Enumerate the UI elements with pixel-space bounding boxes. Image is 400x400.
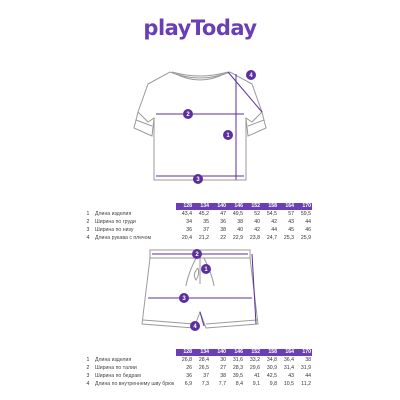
size-header: 134 <box>193 203 210 210</box>
table-cell: 11,2 <box>301 381 311 387</box>
table-cell: 52 <box>254 211 260 217</box>
table-cell: 42,5 <box>266 373 277 379</box>
table-cell: 21,2 <box>198 235 209 241</box>
table-cell: 26 <box>186 365 192 371</box>
shorts-marker-1-label: 1 <box>204 267 208 273</box>
table-cell: 40 <box>237 227 243 233</box>
table-cell: 28,4 <box>198 357 209 363</box>
tshirt-marker-2-label: 2 <box>186 112 190 118</box>
table-cell: 28,3 <box>232 365 243 371</box>
table-cell: 35 <box>203 219 209 225</box>
table-cell: 36,4 <box>283 357 294 363</box>
table-cell: 23,8 <box>249 235 260 241</box>
table-cell: 29,6 <box>249 365 260 371</box>
table-cell: 44 <box>305 219 311 225</box>
table-cell: 49,5 <box>232 211 243 217</box>
tshirt-marker-2 <box>183 109 193 119</box>
size-header: 164 <box>278 349 295 356</box>
row-label: Ширина по низу <box>95 227 134 233</box>
tshirt-outline <box>134 72 266 180</box>
row-number: 3 <box>86 227 90 233</box>
table-row <box>82 372 312 380</box>
row-label: Длина рукава с плечом <box>95 235 152 241</box>
table-cell: 33,2 <box>249 357 260 363</box>
table-cell: 44 <box>305 373 311 379</box>
shorts-marker-4-label: 4 <box>193 324 197 330</box>
row-label: Ширина по груди <box>95 219 136 225</box>
table-cell: 42 <box>271 219 277 225</box>
table-cell: 27 <box>220 365 226 371</box>
table-cell: 34,8 <box>266 357 277 363</box>
table-cell: 45,2 <box>198 211 209 217</box>
table-row <box>82 218 312 226</box>
table-cell: 36 <box>186 373 192 379</box>
table-cell: 38 <box>237 219 243 225</box>
table-row <box>82 356 312 364</box>
table-cell: 22,9 <box>232 235 243 241</box>
table-cell: 30 <box>220 357 226 363</box>
table-cell: 34 <box>186 219 192 225</box>
table-cell: 43,4 <box>181 211 192 217</box>
row-label: Ширина по талии <box>95 365 137 371</box>
table-cell: 9,1 <box>252 381 260 387</box>
shorts-inseam-line <box>200 312 204 326</box>
shorts-drawing <box>0 244 400 344</box>
size-header: 170 <box>295 203 312 210</box>
shorts-size-table <box>82 349 312 388</box>
table-cell: 31,4 <box>283 365 294 371</box>
size-header: 128 <box>176 203 193 210</box>
table-row <box>82 210 312 218</box>
size-header: 134 <box>193 349 210 356</box>
table-cell: 43 <box>288 373 294 379</box>
table-cell: 37 <box>203 227 209 233</box>
row-number: 1 <box>86 211 90 217</box>
table-cell: 46 <box>305 227 311 233</box>
shorts-outline <box>142 250 258 328</box>
row-number: 2 <box>86 365 90 371</box>
shorts-marker-2 <box>192 249 202 259</box>
table-row <box>82 380 312 388</box>
size-header: 140 <box>210 203 227 210</box>
tshirt-marker-3-label: 3 <box>196 177 200 183</box>
tshirt-marker-1 <box>223 130 233 140</box>
size-header: 158 <box>261 203 278 210</box>
size-header: 140 <box>210 349 227 356</box>
table-cell: 44 <box>271 227 277 233</box>
table-cell: 25,9 <box>300 235 311 241</box>
table-cell: 7,7 <box>218 381 226 387</box>
shorts-length-line <box>252 254 256 324</box>
table-cell: 38 <box>220 227 226 233</box>
table-cell: 30,9 <box>266 365 277 371</box>
tshirt-sleeve-line <box>228 72 262 112</box>
tshirt-marker-4 <box>246 70 256 80</box>
size-header: 170 <box>295 349 312 356</box>
size-header: 146 <box>227 349 244 356</box>
shorts-marker-1 <box>201 264 211 274</box>
row-number: 4 <box>86 235 90 241</box>
shorts-marker-3 <box>179 293 189 303</box>
tshirt-marker-4-label: 4 <box>249 73 253 79</box>
size-header: 152 <box>244 203 261 210</box>
table-cell: 7,3 <box>201 381 209 387</box>
tshirt-size-header-row <box>82 203 312 210</box>
table-cell: 38 <box>220 373 226 379</box>
shorts-size-header-row <box>82 349 312 356</box>
table-cell: 45 <box>288 227 294 233</box>
size-header: 146 <box>227 203 244 210</box>
row-number: 2 <box>86 219 90 225</box>
table-cell: 20,4 <box>181 235 192 241</box>
table-cell: 24,7 <box>266 235 277 241</box>
brand-logo: playToday <box>143 16 257 40</box>
table-cell: 6,9 <box>184 381 192 387</box>
table-cell: 31,6 <box>232 357 243 363</box>
table-cell: 54,5 <box>266 211 277 217</box>
table-cell: 42 <box>254 227 260 233</box>
table-cell: 57 <box>288 211 294 217</box>
table-cell: 22 <box>220 235 226 241</box>
table-cell: 26,8 <box>181 357 192 363</box>
shorts-marker-4 <box>190 321 200 331</box>
table-row <box>82 234 312 242</box>
table-cell: 31,9 <box>300 365 311 371</box>
table-cell: 36 <box>186 227 192 233</box>
size-header: 164 <box>278 203 295 210</box>
table-cell: 38 <box>305 357 311 363</box>
tshirt-marker-3 <box>193 174 203 184</box>
table-cell: 36 <box>220 219 226 225</box>
tshirt-marker-1-label: 1 <box>226 133 230 139</box>
shorts-marker-3-label: 3 <box>182 296 186 302</box>
size-header: 128 <box>176 349 193 356</box>
row-label: Длина изделия <box>95 211 132 217</box>
table-row <box>82 226 312 234</box>
table-cell: 39,5 <box>232 373 243 379</box>
table-cell: 41 <box>254 373 260 379</box>
row-number: 1 <box>86 357 90 363</box>
table-cell: 37 <box>203 373 209 379</box>
shorts-marker-2-label: 2 <box>195 252 199 258</box>
row-number: 4 <box>86 381 90 387</box>
table-cell: 43 <box>288 219 294 225</box>
tshirt-drawing <box>0 50 400 190</box>
row-label: Ширина по бедрам <box>95 373 141 379</box>
table-cell: 40 <box>254 219 260 225</box>
row-label: Длина по внутреннему шву брюк <box>95 381 175 387</box>
row-number: 3 <box>86 373 90 379</box>
table-cell: 25,3 <box>283 235 294 241</box>
table-cell: 47 <box>220 211 226 217</box>
row-label: Длина изделия <box>95 357 132 363</box>
table-cell: 26,5 <box>198 365 209 371</box>
table-cell: 9,8 <box>269 381 277 387</box>
table-cell: 59,5 <box>300 211 311 217</box>
size-header: 152 <box>244 349 261 356</box>
table-cell: 10,5 <box>283 381 294 387</box>
table-cell: 8,4 <box>235 381 243 387</box>
tshirt-size-table <box>82 203 312 242</box>
table-row <box>82 364 312 372</box>
size-header: 158 <box>261 349 278 356</box>
